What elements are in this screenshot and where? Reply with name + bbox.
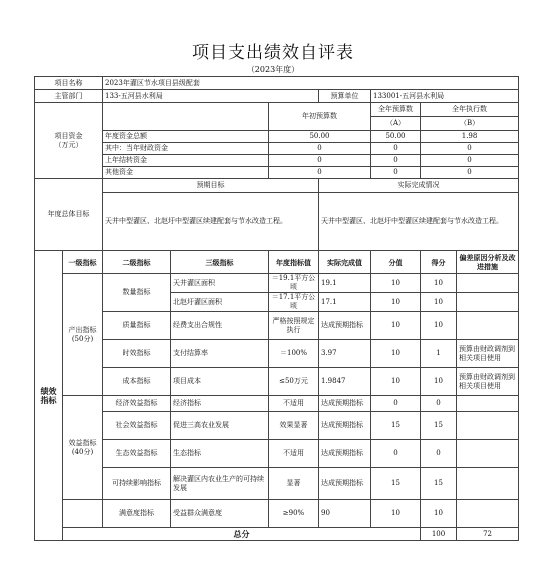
level2-header: 二级指标 [103, 251, 171, 274]
target-cell: ＝19.1平方公顷 [269, 274, 319, 293]
annual-goal-label: 年度总体目标 [35, 179, 103, 251]
got-cell: 10 [421, 368, 457, 396]
level2-cell: 可持续影响指标 [103, 468, 171, 500]
fund-full: 0 [371, 155, 421, 167]
got-header: 得分 [421, 251, 457, 274]
reason-cell [457, 500, 519, 528]
target-cell: 效果显著 [269, 412, 319, 440]
expected-goal-header: 预期目标 [103, 179, 319, 193]
got-cell: 0 [421, 440, 457, 468]
level3-cell: 项目成本 [171, 368, 269, 396]
got-cell: 1 [421, 340, 457, 368]
indicator-row [35, 396, 519, 412]
level3-cell: 天井灌区面积 [171, 274, 269, 293]
score-cell: 10 [371, 274, 421, 293]
score-cell: 10 [371, 312, 421, 340]
actual-cell: 达成预期指标 [319, 412, 371, 440]
reason-cell: 预算由财政调剂到相关项目使用 [457, 368, 519, 396]
fund-row [35, 167, 519, 179]
indicator-row [35, 440, 519, 468]
level3-cell: 受益群众满意度 [171, 500, 269, 528]
fund-initial: 0 [269, 167, 371, 179]
funds-header-row-1 [35, 103, 519, 117]
unit-label: 预算单位 [319, 90, 371, 103]
actual-cell: 达成预期指标 [319, 396, 371, 412]
indicator-row [35, 468, 519, 500]
score-cell: 0 [371, 396, 421, 412]
indicator-header-row [35, 251, 519, 274]
goals-header-row [35, 179, 519, 193]
level2-cell: 经济效益指标 [103, 396, 171, 412]
score-cell: 10 [371, 368, 421, 396]
col-a-label: （A） [371, 117, 421, 131]
indicator-row [35, 368, 519, 396]
level3-cell: 经济指标 [171, 396, 269, 412]
fund-name: 其他资金 [103, 167, 269, 179]
level2-cell: 数量指标 [103, 274, 171, 312]
actual-cell: 3.97 [319, 340, 371, 368]
level2-cell: 时效指标 [103, 340, 171, 368]
level1-cell: 产出指标(50分) [63, 274, 103, 396]
got-cell: 15 [421, 468, 457, 500]
unit-value: 133001-五河县水利局 [371, 90, 519, 103]
actual-cell: 达成预期指标 [319, 468, 371, 500]
actual-cell: 90 [319, 500, 371, 528]
total-label: 总分 [63, 528, 421, 541]
fund-full: 0 [371, 143, 421, 155]
goals-content-row [35, 193, 519, 251]
score-cell: 10 [371, 293, 421, 312]
executed-header: 全年执行数 [421, 103, 519, 117]
target-cell: 严格按照规定执行 [269, 312, 319, 340]
score-cell: 10 [371, 340, 421, 368]
target-cell: 显著 [269, 468, 319, 500]
level2-cell: 生态效益指标 [103, 440, 171, 468]
target-header: 年度指标值 [269, 251, 319, 274]
reason-cell: 预算由财政调剂到相关项目使用 [457, 340, 519, 368]
score-cell: 15 [371, 412, 421, 440]
reason-cell [457, 412, 519, 440]
score-cell: 10 [371, 500, 421, 528]
level1-cell: 效益指标(40分) [63, 396, 103, 500]
indicator-row [35, 340, 519, 368]
actual-cell: 17.1 [319, 293, 371, 312]
evaluation-table [34, 76, 519, 541]
fund-exec: 0 [421, 167, 519, 179]
reason-cell [457, 274, 519, 293]
level3-cell: 北赵圩灌区面积 [171, 293, 269, 312]
got-cell: 10 [421, 293, 457, 312]
fund-name: 上年结转资金 [103, 155, 269, 167]
level3-cell: 支付结算率 [171, 340, 269, 368]
level3-cell: 经费支出合规性 [171, 312, 269, 340]
fund-row [35, 131, 519, 143]
project-name-value: 2023年灌区节水项目县级配套 [103, 77, 519, 90]
fund-row [35, 143, 519, 155]
fund-full: 0 [371, 167, 421, 179]
score-cell: 0 [371, 440, 421, 468]
level2-cell: 社会效益指标 [103, 412, 171, 440]
level3-cell: 解决灌区内农业生产的可持续发展 [171, 468, 269, 500]
got-cell: 0 [421, 396, 457, 412]
project-name-label: 项目名称 [35, 77, 103, 90]
department-row [35, 90, 519, 103]
total-got: 72 [457, 528, 519, 541]
target-cell: 不适用 [269, 440, 319, 468]
project-name-row [35, 77, 519, 90]
total-score: 100 [421, 528, 457, 541]
reason-header: 偏差原因分析及改进措施 [457, 251, 519, 274]
page-subtitle: （2023年度） [246, 65, 300, 74]
actual-cell: 达成预期指标 [319, 440, 371, 468]
level1-header: 一级指标 [63, 251, 103, 274]
indicator-row [35, 412, 519, 440]
fund-initial: 50.00 [269, 131, 371, 143]
fund-name: 年度资金总额 [103, 131, 269, 143]
target-cell: ≤50万元 [269, 368, 319, 396]
funds-label: 项目资金 （万元） [35, 103, 103, 179]
indicator-row [35, 274, 519, 293]
fund-row [35, 155, 519, 167]
full-year-budget-header: 全年预算数 [371, 103, 421, 117]
level3-header: 三级指标 [171, 251, 269, 274]
performance-indicators-label: 绩效指标 [35, 251, 63, 541]
reason-cell [457, 440, 519, 468]
level2-cell: 满意度指标 [103, 500, 171, 528]
reason-cell [457, 396, 519, 412]
col-b-label: （B） [421, 117, 519, 131]
target-cell: ＝17.1平方公顷 [269, 293, 319, 312]
target-cell: 不适用 [269, 396, 319, 412]
indicator-row [35, 500, 519, 528]
score-cell: 15 [371, 468, 421, 500]
got-cell: 10 [421, 500, 457, 528]
fund-initial: 0 [269, 155, 371, 167]
level3-cell: 促进三高农业发展 [171, 412, 269, 440]
got-cell: 10 [421, 274, 457, 293]
expected-goal-text: 天井中型灌区、北赵圩中型灌区续建配套与节水改造工程。 [103, 193, 319, 251]
level2-cell: 质量指标 [103, 312, 171, 340]
level2-cell: 成本指标 [103, 368, 171, 396]
initial-budget-header: 年初预算数 [269, 103, 371, 131]
level3-cell: 生态指标 [171, 440, 269, 468]
score-header: 分值 [371, 251, 421, 274]
fund-exec: 1.98 [421, 131, 519, 143]
dept-value: 133-五河县水利局 [103, 90, 319, 103]
total-row [35, 528, 519, 541]
target-cell: ≥90% [269, 500, 319, 528]
indicator-row [35, 312, 519, 340]
page-title: 项目支出绩效自评表 [192, 43, 354, 63]
fund-exec: 0 [421, 155, 519, 167]
fund-exec: 0 [421, 143, 519, 155]
actual-header: 实际完成值 [319, 251, 371, 274]
actual-cell: 19.1 [319, 274, 371, 293]
dept-label: 主管部门 [35, 90, 103, 103]
fund-initial: 0 [269, 143, 371, 155]
actual-goal-header: 实际完成情况 [319, 179, 519, 193]
reason-cell [457, 468, 519, 500]
fund-full: 50.00 [371, 131, 421, 143]
actual-cell: 1.9847 [319, 368, 371, 396]
actual-cell: 达成预期指标 [319, 312, 371, 340]
target-cell: ＝100% [269, 340, 319, 368]
got-cell: 10 [421, 312, 457, 340]
reason-cell [457, 293, 519, 312]
got-cell: 15 [421, 412, 457, 440]
actual-goal-text: 天井中型灌区、北赵圩中型灌区续建配套与节水改造工程。 [319, 193, 519, 251]
reason-cell [457, 312, 519, 340]
fund-name: 其中：当年财政资金 [103, 143, 269, 155]
